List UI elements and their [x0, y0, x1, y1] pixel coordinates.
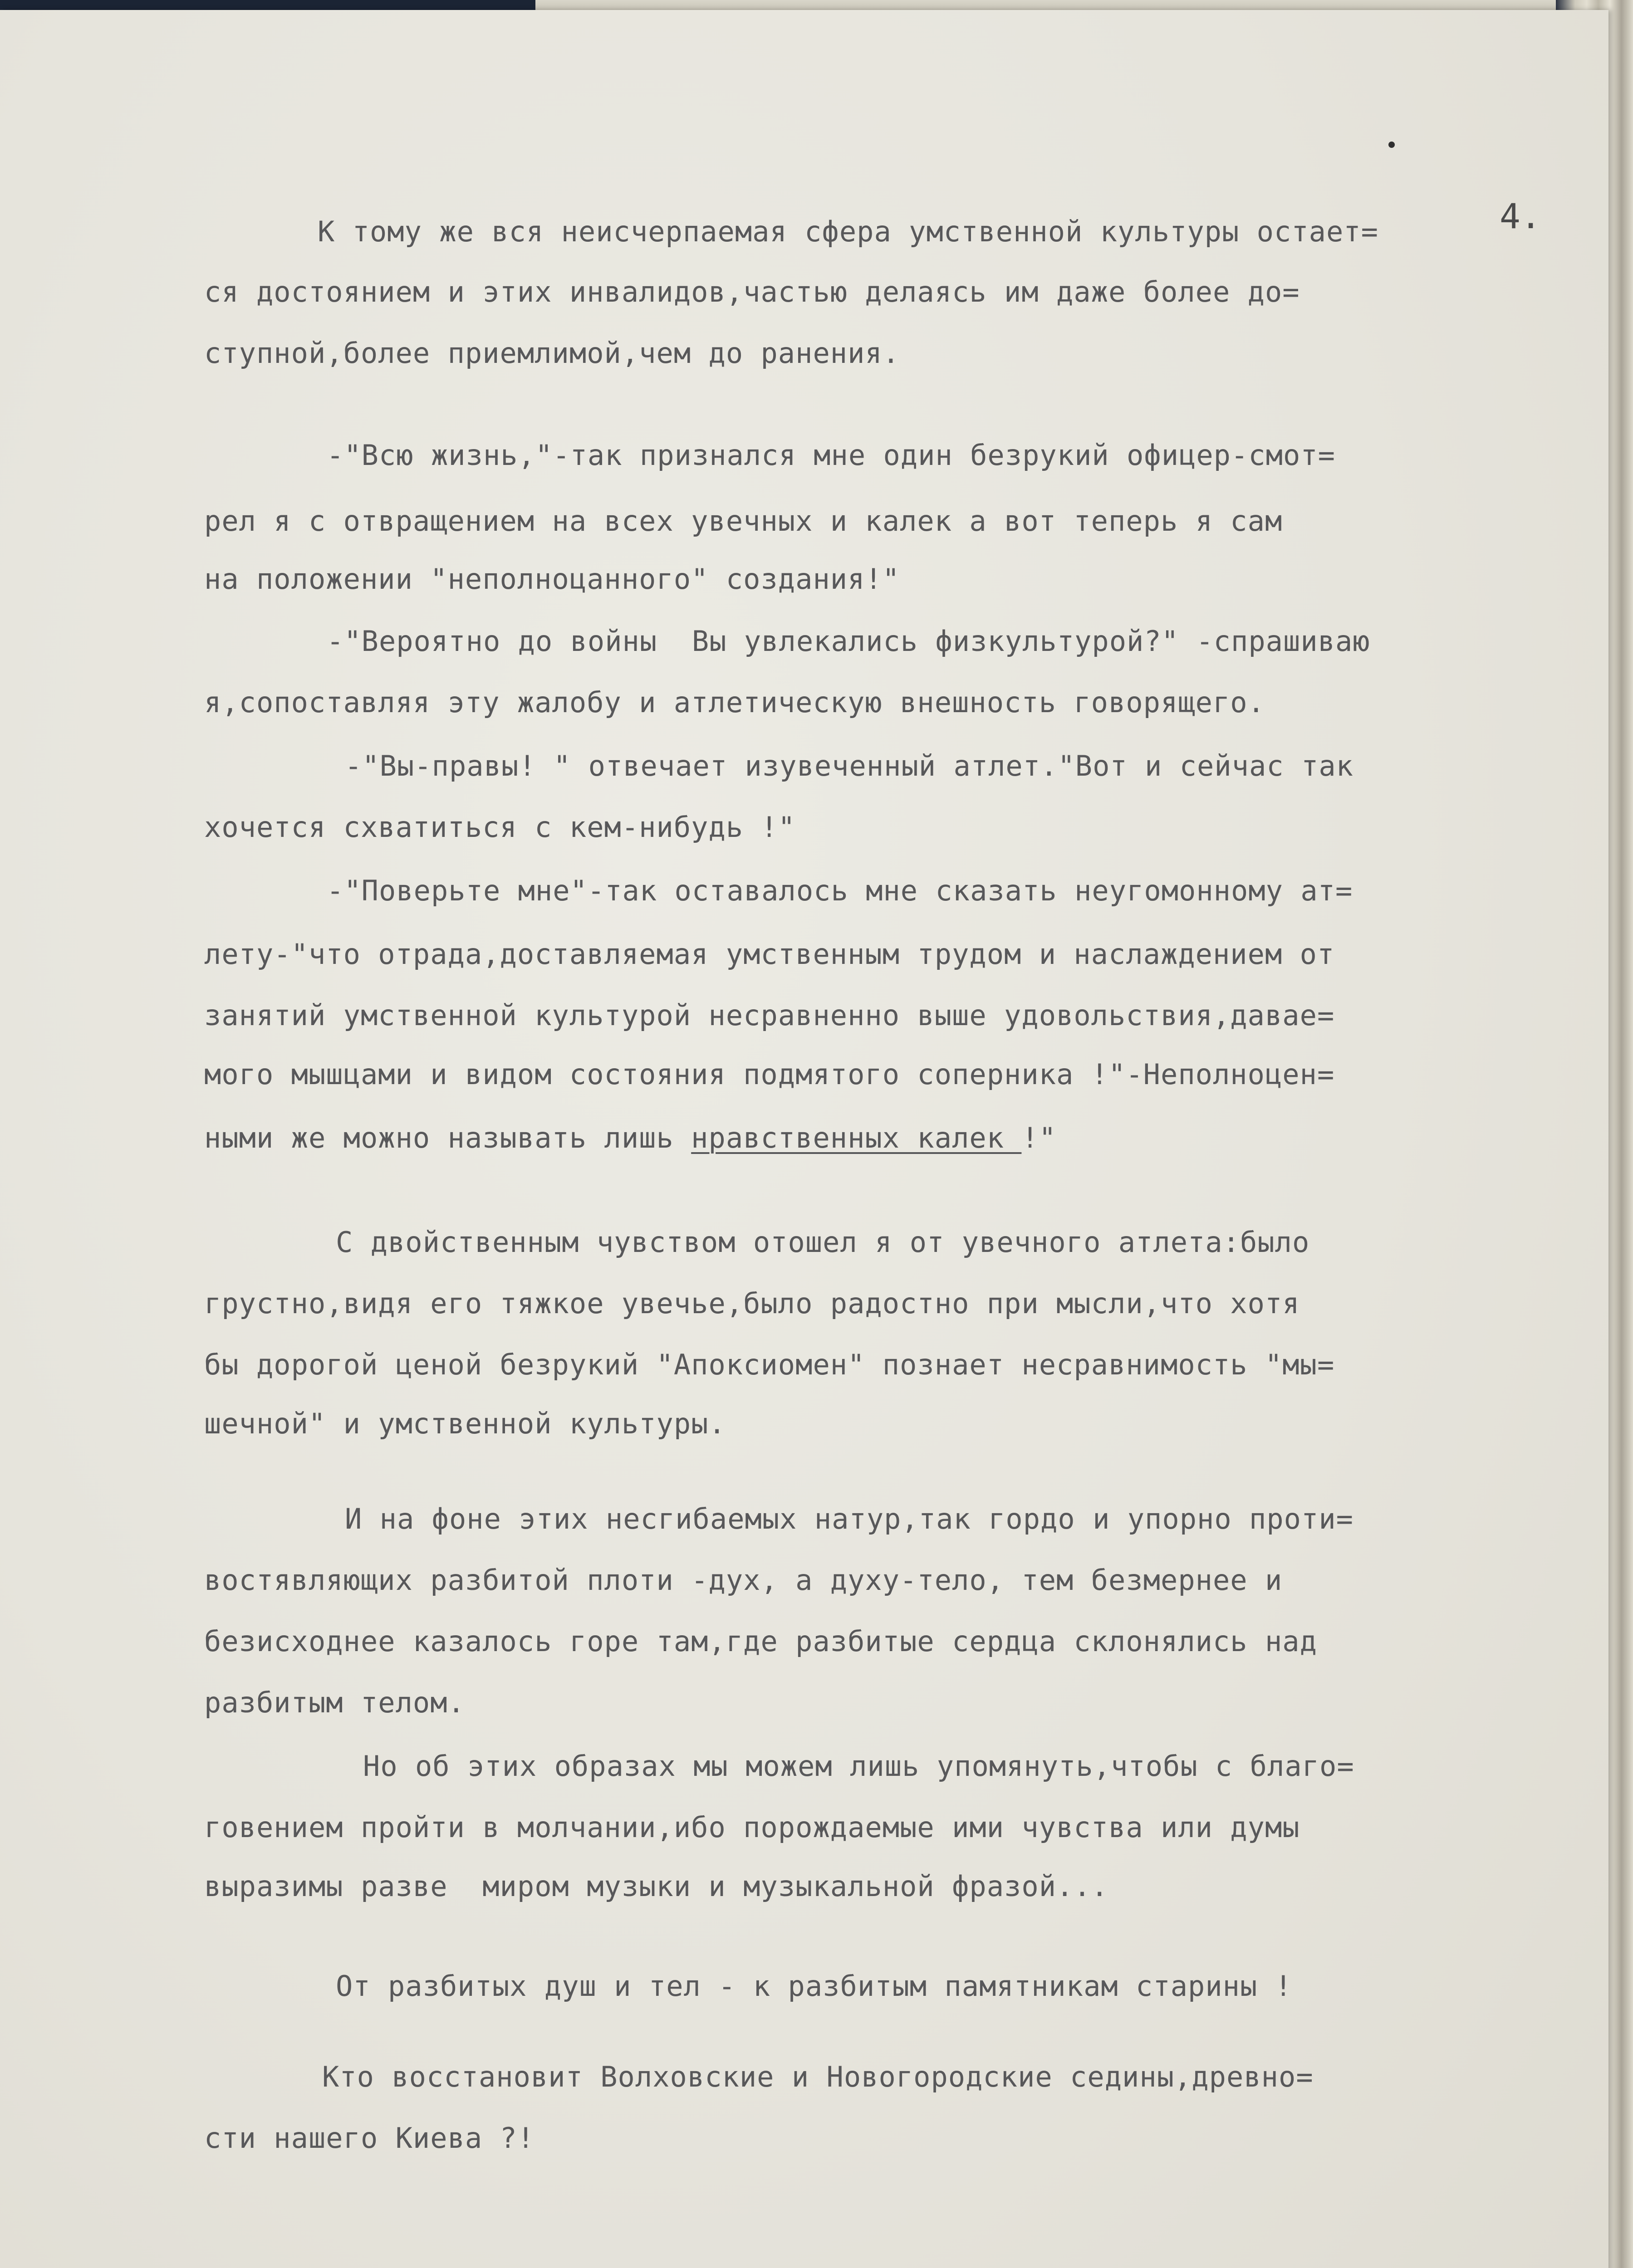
typewritten-page [0, 10, 1608, 2268]
text-line: К тому же вся неисчерпаемая сфера умственной культуры остает= [318, 215, 1378, 248]
text-line: я,сопоставляя эту жалобу и атлетическую внешность говорящего. [204, 686, 1265, 719]
text-line: говением пройти в молчании,ибо порождаемые ими чувства или думы [204, 1811, 1300, 1844]
text-line: востявляющих разбитой плоти -дух, а духу-тело, тем безмернее и [204, 1564, 1283, 1597]
text-line: бы дорогой ценой безрукий "Апоксиомен" познает несравнимость "мы= [204, 1348, 1335, 1381]
text-line: сти нашего Киева ?! [204, 2121, 535, 2155]
text-line: хочется схватиться с кем-нибудь !" [204, 811, 796, 844]
text-line: ступной,более приемлимой,чем до ранения. [204, 337, 900, 370]
text-line: мого мышцами и видом состояния подмятого соперника !"-Неполноцен= [204, 1058, 1335, 1091]
text-line: на положении "неполноцанного" создания!" [204, 562, 900, 596]
text-line: ся достоянием и этих инвалидов,частью делаясь им даже более до= [204, 275, 1300, 308]
text-line: -"Поверьте мне"-так оставалось мне сказать неугомонному ат= [327, 874, 1353, 907]
text-line: Кто восстановит Волховские и Новогородские седины,древно= [322, 2060, 1314, 2093]
text-line: разбитым телом. [204, 1686, 465, 1719]
text-line: лету-"что отрада,доставляемая умственным трудом и наслаждением от [204, 938, 1335, 971]
text-line: выразимы разве миром музыки и музыкальной фразой... [204, 1870, 1109, 1903]
page-number: 4. [1500, 196, 1541, 236]
text-line: безисходнее казалось горе там,где разбитые сердца склонялись над [204, 1625, 1317, 1658]
text-line [204, 1121, 1056, 1154]
text-line: И на фоне этих несгибаемых натур,так гордо и упорно проти= [345, 1502, 1353, 1535]
text-line: занятий умственной культурой несравненно выше удовольствия,давае= [204, 999, 1335, 1032]
text-line: шечной" и умственной культуры. [204, 1407, 726, 1440]
text-line: -"Вероятно до войны Вы увлекались физкультурой?" -спрашиваю [327, 625, 1370, 658]
text-fragment: !" [1021, 1121, 1057, 1154]
text-line: -"Вы-правы! " отвечает изувеченный атлет."Вот и сейчас так [345, 749, 1353, 782]
text-line: рел я с отвращением на всех увечных и калек а вот теперь я сам [204, 504, 1283, 538]
text-line: -"Всю жизнь,"-так признался мне один безрукий офицер-смот= [327, 439, 1335, 472]
text-line: От разбитых душ и тел - к разбитым памятникам старины ! [336, 1970, 1292, 2003]
text-line: грустно,видя его тяжкое увечье,было радостно при мысли,что хотя [204, 1287, 1300, 1320]
text-line: С двойственным чувством отошел я от увечного атлета:было [336, 1226, 1310, 1259]
underlined-phrase: нравственных калек [691, 1121, 1022, 1154]
ink-dot [1388, 142, 1395, 148]
text-line: Но об этих образах мы можем лишь упомянуть,чтобы с благо= [363, 1750, 1354, 1783]
text-fragment: ными же можно называть лишь [204, 1121, 691, 1154]
